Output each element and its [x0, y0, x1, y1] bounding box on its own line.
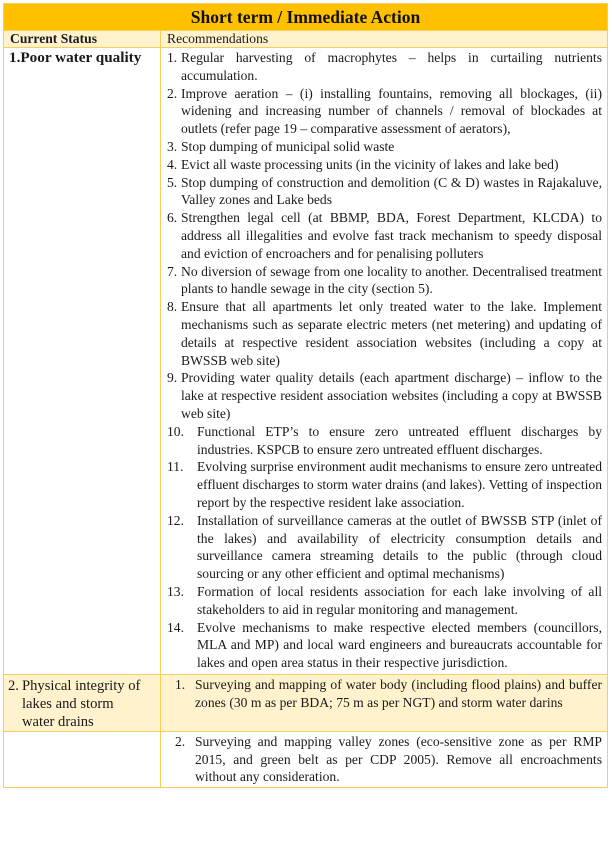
recommendation-item [161, 138, 607, 156]
item-number: 7. [167, 263, 178, 279]
header-row [4, 31, 608, 48]
item-number: 5. [167, 174, 178, 190]
recommendation-item [161, 174, 607, 210]
item-number: 2. [175, 733, 186, 749]
recommendations-cell [161, 674, 608, 731]
recommendation-item [161, 209, 607, 262]
recommendation-item [161, 263, 607, 299]
recommendation-item [161, 733, 607, 786]
recommendation-item [161, 512, 607, 583]
recommendations-cell [161, 48, 608, 675]
item-number: 8. [167, 299, 178, 315]
action-table [3, 3, 608, 788]
recommendations-list [161, 675, 607, 713]
recommendations-list [161, 48, 607, 674]
item-text: Stop dumping of municipal solid waste [181, 138, 395, 154]
recommendation-item [161, 676, 607, 712]
item-text: Surveying and mapping of water body (including flood plains) and buffer zones (30 m as per BDA; 75 m as per NGT) and storm water darins [195, 676, 602, 710]
status-cell-empty [4, 731, 161, 787]
status-number: 1. [9, 49, 21, 66]
column-header-recommendations: Recommendations [161, 31, 608, 48]
recommendation-item [161, 583, 607, 619]
recommendation-item [161, 85, 607, 138]
status-cell [4, 48, 161, 675]
title-row [4, 4, 608, 31]
item-text: Improve aeration – (i) installing fountains, removing all blockages, (ii) widening and increasing number of channels / removal of blockades at outlets (refer page 19 – comparative assessment of aerators), [181, 85, 602, 137]
item-number: 2. [167, 85, 178, 101]
item-number: 4. [167, 156, 178, 172]
recommendation-item [161, 458, 607, 511]
status-number: 2. [8, 677, 19, 694]
item-text: Installation of surveillance cameras at the outlet of BWSSB STP (inlet of the lakes) and availability of electricity consumption details and surveillance camera streaming details to the public (through cloud sourcing or any other efficient and optimal mechanisms) [197, 512, 602, 582]
item-number: 10. [167, 423, 184, 439]
item-number: 11. [167, 459, 184, 475]
table-row [4, 48, 608, 675]
item-text: Formation of local residents association for each lake involving of all stakeholders to aid in regular monitoring and management. [197, 583, 602, 617]
recommendation-item [161, 156, 607, 174]
recommendation-item [161, 369, 607, 422]
item-number: 1. [175, 676, 186, 692]
item-text: Evolve mechanisms to make respective elected members (councillors, MLA and MP) and local ward engineers and bureaucrats accountable for lakes and open area status in their respective jurisdiction. [197, 619, 602, 671]
item-text: Regular harvesting of macrophytes – helps in curtailing nutrients accumulation. [181, 50, 602, 83]
item-number: 1. [167, 50, 178, 65]
item-text: Evict all waste processing units (in the vicinity of lakes and lake bed) [181, 156, 559, 172]
item-number: 3. [167, 138, 178, 154]
item-text: Functional ETP’s to ensure zero untreated effluent discharges by industries. KSPCB to ensure zero untreated effluent discharges. [197, 423, 602, 457]
item-number: 6. [167, 210, 178, 226]
item-text: Surveying and mapping valley zones (eco-sensitive zone as per RMP 2015, and green belt as per CDP 2005). Remove all encroachments without any consideration. [195, 733, 602, 785]
recommendations-list [161, 732, 607, 787]
item-text: Strengthen legal cell (at BBMP, BDA, Forest Department, KLCDA) to address all illegalities and evolve fast track mechanism to speedy disposal and eviction of encroachers and for penalising polluters [181, 210, 602, 261]
item-number: 13. [167, 583, 184, 599]
item-text: Stop dumping of construction and demolition (C & D) wastes in Rajakaluve, Valley zones and Lake beds [181, 174, 602, 208]
item-number: 14. [167, 619, 184, 635]
recommendation-item [161, 423, 607, 459]
table-row [4, 731, 608, 787]
column-header-status: Current Status [4, 31, 161, 48]
item-text: Ensure that all apartments let only treated water to the lake. Implement mechanisms such as separate electric meters (net metering) and updating of details at respective resident association websites (including a copy at BWSSB web site) [181, 299, 602, 368]
recommendations-cell [161, 731, 608, 787]
recommendation-item [161, 298, 607, 369]
item-text: No diversion of sewage from one locality to another. Decentralised treatment plants to handle sewage in the city (section 5). [181, 263, 602, 297]
item-number: 9. [167, 370, 178, 386]
item-text: Providing water quality details (each apartment discharge) – inflow to the lake at respective resident association websites (including a copy at BWSSB web site) [181, 370, 602, 421]
recommendation-item [161, 619, 607, 672]
status-text-line3: water drains [22, 713, 94, 730]
status-text-line2: lakes and storm [22, 695, 114, 712]
table-row [4, 674, 608, 731]
status-text: Poor water quality [20, 49, 142, 66]
table-title: Short term / Immediate Action [4, 4, 608, 31]
item-number: 12. [167, 512, 184, 528]
status-cell [4, 674, 161, 731]
recommendation-item [161, 49, 607, 85]
status-text-line1: Physical integrity of [22, 677, 141, 694]
item-text: Evolving surprise environment audit mechanisms to ensure zero untreated effluent discharges to storm water drains (and lakes). Vetting of inspection report by the respective resident lake association. [197, 459, 602, 510]
